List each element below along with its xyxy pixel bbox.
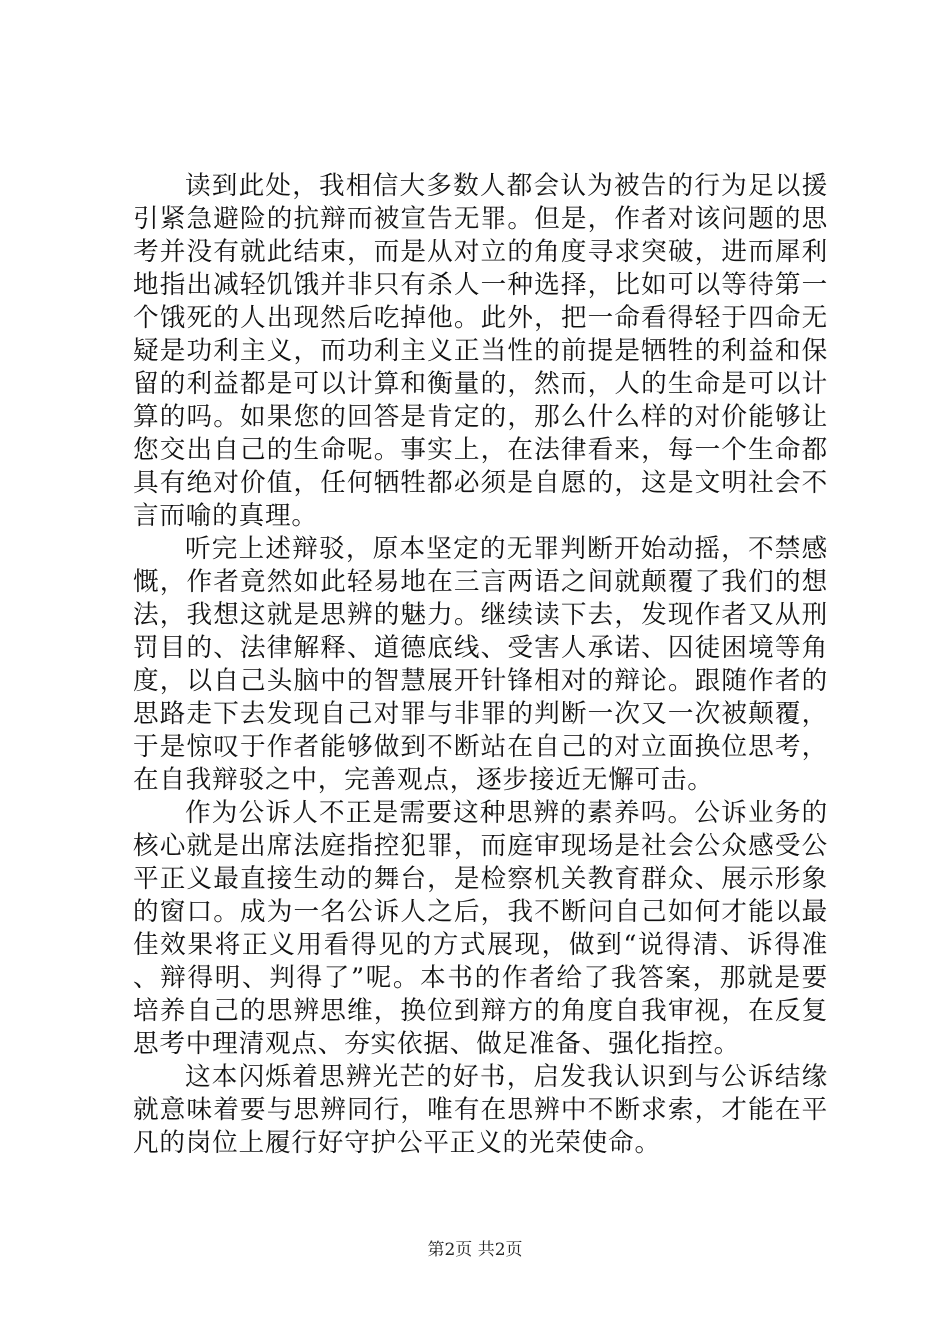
page-number-footer: 第2页 共2页 xyxy=(427,1240,523,1260)
paragraph-1: 读到此处，我相信大多数人都会认为被告的行为足以援引紧急避险的抗辩而被宣告无罪。但是，作者对该问题的思考并没有就此结束，而是从对立的角度寻求突破，进而犀利地指出减轻饥饿并非只有杀人一种选择，比如可以等待第一个饿死的人出现然后吃掉他。此外，把一命看得轻于四命无疑是功利主义，而功利主义正当性的前提是牺牲的利益和保留的利益都是可以计算和衡量的，然而，人的生命是可以计算的吗。如果您的回答是肯定的，那么什么样的对价能够让您交出自己的生命呢。事实上，在法律看来，每一个生命都具有绝对价值，任何牺牲都必须是自愿的，这是文明社会不言而喻的真理。 xyxy=(133,171,828,531)
paragraph-2: 听完上述辩驳，原本坚定的无罪判断开始动摇，不禁感慨，作者竟然如此轻易地在三言两语之间就颠覆了我们的想法，我想这就是思辨的魅力。继续读下去，发现作者又从刑罚目的、法律解释、道德底线、受害人承诺、囚徒困境等角度，以自己头脑中的智慧展开针锋相对的辩论。跟随作者的思路走下去发现自己对罪与非罪的判断一次又一次被颠覆，于是惊叹于作者能够做到不断站在自己的对立面换位思考，在自我辩驳之中，完善观点，逐步接近无懈可击。 xyxy=(133,534,828,795)
paragraph-4: 这本闪烁着思辨光芒的好书，启发我认识到与公诉结缘就意味着要与思辨同行，唯有在思辨中不断求索，才能在平凡的岗位上履行好守护公平正义的光荣使命。 xyxy=(133,1062,828,1158)
document-body xyxy=(133,170,828,1160)
paragraph-3: 作为公诉人不正是需要这种思辨的素养吗。公诉业务的核心就是出席法庭指控犯罪，而庭审现场是社会公众感受公平正义最直接生动的舞台，是检察机关教育群众、展示形象的窗口。成为一名公诉人之后，我不断问自己如何才能以最佳效果将正义用看得见的方式展现，做到“说得清、诉得准、辩得明、判得了”呢。本书的作者给了我答案，那就是要培养自己的思辨思维，换位到辩方的角度自我审视，在反复思考中理清观点、夯实依据、做足准备、强化指控。 xyxy=(133,798,828,1059)
